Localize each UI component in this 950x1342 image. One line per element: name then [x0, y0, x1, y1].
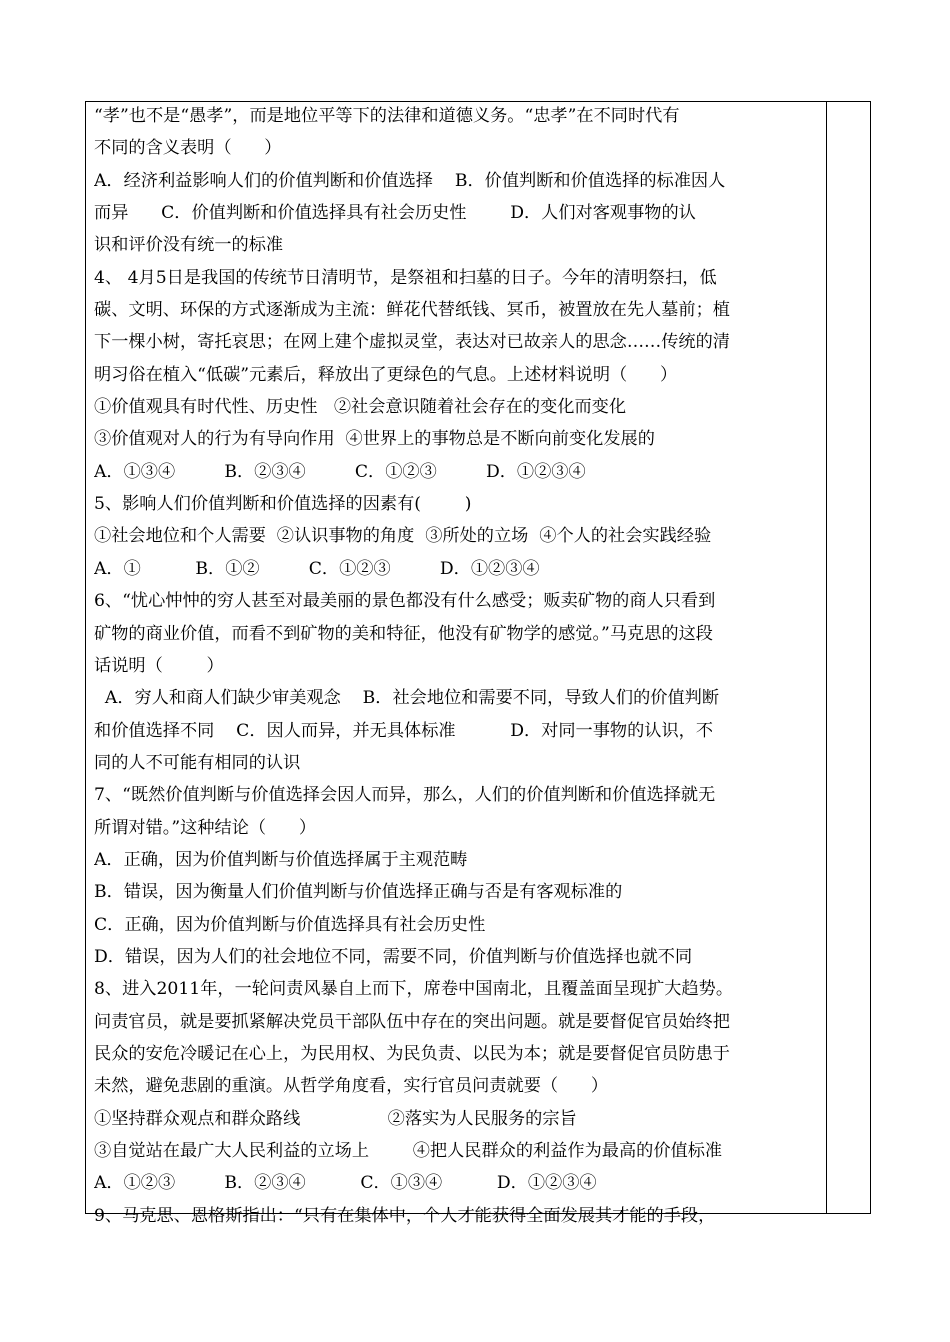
text-line: 8、进入2011年，一轮问责风暴自上而下，席卷中国南北，且覆盖面呈现扩大趋势。: [94, 979, 734, 1000]
text-line: 和价值选择不同 C．因人而异，并无具体标准 D．对同一事物的认识，不: [94, 720, 714, 741]
text-line: 所谓对错。”这种结论（ ）: [94, 817, 317, 838]
text-line: A．①③④ B．②③④ C．①②③ D．①②③④: [94, 461, 586, 482]
text-line: “孝”也不是“愚孝”，而是地位平等下的法律和道德义务。“忠孝”在不同时代有: [94, 106, 680, 126]
text-line: 民众的安危冷暖记在心上，为民用权、为民负责、以民为本；就是要督促官员防患于: [94, 1043, 730, 1064]
text-line: ③价值观对人的行为有导向作用 ④世界上的事物总是不断向前变化发展的: [94, 429, 655, 450]
text-line: A．经济利益影响人们的价值判断和价值选择 B．价值判断和价值选择的标准因人: [94, 170, 726, 191]
text-line: ①坚持群众观点和群众路线 ②落实为人民服务的宗旨: [94, 1108, 577, 1129]
text-line: 4、 4月5日是我国的传统节日清明节，是祭祖和扫墓的日子。今年的清明祭扫，低: [94, 267, 717, 288]
text-line: ①社会地位和个人需要 ②认识事物的角度 ③所处的立场 ④个人的社会实践经验: [94, 526, 712, 547]
text-line: 识和评价没有统一的标准: [94, 235, 284, 256]
text-line: 碳、文明、环保的方式逐渐成为主流：鲜花代替纸钱、冥币，被置放在先人墓前；植: [94, 300, 730, 321]
text-line: 未然，避免悲剧的重演。从哲学角度看，实行官员问责就要（ ）: [94, 1076, 609, 1097]
text-line: A．①②③ B．②③④ C．①③④ D．①②③④: [94, 1173, 597, 1194]
text-line: 下一棵小树，寄托哀思；在网上建个虚拟灵堂，表达对已故亲人的思念……传统的清: [94, 332, 730, 353]
text-line: 9、马克思、恩格斯指出：“只有在集体中，个人才能获得全面发展其才能的手段，: [94, 1205, 716, 1226]
text-line: C．正确，因为价值判断与价值选择具有社会历史性: [94, 914, 486, 935]
text-line: ③自觉站在最广大人民利益的立场上 ④把人民群众的利益作为最高的价值标准: [94, 1141, 723, 1161]
text-line: 问责官员，就是要抓紧解决党员干部队伍中存在的突出问题。就是要督促官员始终把: [94, 1011, 730, 1032]
text-line: 同的人不可能有相同的认识: [94, 752, 301, 773]
notes-column: [827, 101, 870, 1214]
text-line: 7、“既然价值判断与价值选择会因人而异，那么，人们的价值判断和价值选择就无: [94, 785, 716, 806]
text-line: A．① B．①② C．①②③ D．①②③④: [94, 558, 540, 579]
text-line: 明习俗在植入“低碳”元素后，释放出了更绿色的气息。上述材料说明（ ）: [94, 364, 678, 385]
text-line: 矿物的商业价值，而看不到矿物的美和特征，他没有矿物学的感觉。”马克思的这段: [94, 623, 713, 644]
text-line: ①价值观具有时代性、历史性 ②社会意识随着社会存在的变化而变化: [94, 397, 627, 418]
text-line: 6、“忧心忡忡的穷人甚至对最美丽的景色都没有什么感受；贩卖矿物的商人只看到: [94, 591, 716, 612]
question-text: [94, 100, 822, 1232]
text-line: 5、影响人们价值判断和价值选择的因素有( ): [94, 494, 472, 515]
text-line: A．正确，因为价值判断与价值选择属于主观范畴: [94, 849, 468, 870]
text-line: 话说明（ ）: [94, 655, 224, 676]
text-line: D．错误，因为人们的社会地位不同，需要不同，价值判断与价值选择也就不同: [94, 946, 693, 967]
text-line: 而异 C．价值判断和价值选择具有社会历史性 D．人们对客观事物的认: [94, 203, 696, 224]
text-line: B．错误，因为衡量人们价值判断与价值选择正确与否是有客观标准的: [94, 882, 623, 903]
text-line: 不同的含义表明（ ）: [94, 138, 282, 159]
text-line: A．穷人和商人们缺少审美观念 B．社会地位和需要不同，导致人们的价值判断: [94, 688, 720, 709]
